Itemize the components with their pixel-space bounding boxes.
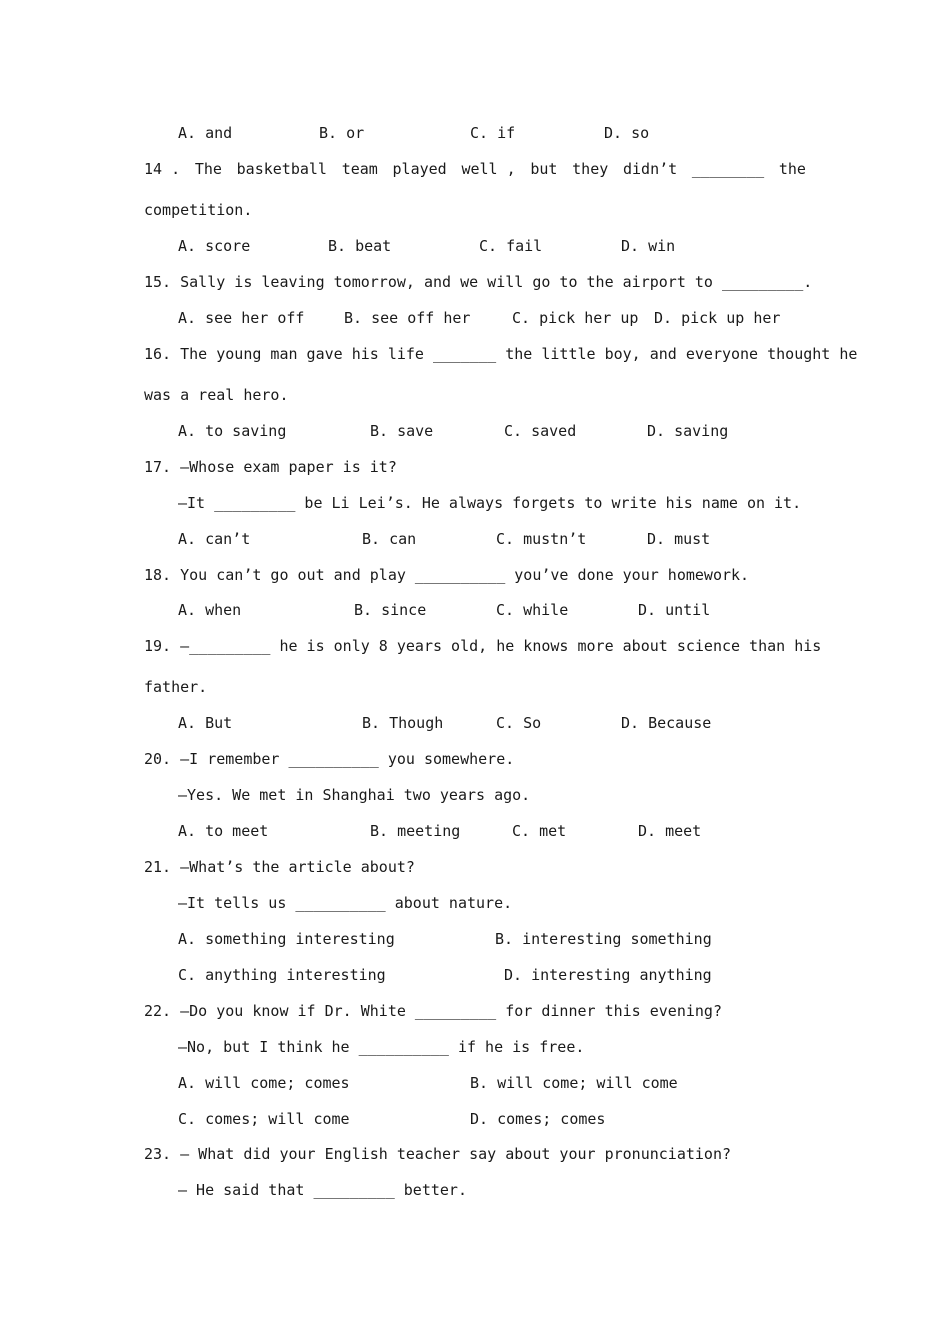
question-15: 15. Sally is leaving tomorrow, and we will go to the airport to _________. [144,273,813,291]
option-a: A. But [178,714,233,732]
option-d: D. until [638,601,711,619]
option-b: B. or [319,124,365,142]
option-c: C. met [512,822,567,840]
question-14 [144,159,806,179]
question-22-dialogue: —No, but I think he __________ if he is free. [178,1038,585,1056]
word: didn’t [623,160,678,178]
option-c: C. saved [504,422,577,440]
question-22: 22. —Do you know if Dr. White _________ for dinner this evening? [144,1002,722,1020]
option-c: C. while [496,601,569,619]
option-c: C. mustn’t [496,530,587,548]
question-21-dialogue: —It tells us __________ about nature. [178,894,513,912]
question-21: 21. —What’s the article about? [144,858,415,876]
question-number: 14 . [144,160,181,178]
option-c: C. if [470,124,516,142]
option-d: D. Because [621,714,712,732]
option-c: C. anything interesting [178,966,386,984]
word: but [530,160,558,178]
option-a: A. see her off [178,309,305,327]
answer-blank: ________ [691,160,765,178]
word: they [572,160,609,178]
question-19-continued: father. [144,678,208,696]
question-14-continued: competition. [144,201,253,219]
option-c: C. So [496,714,542,732]
option-d: D. saving [647,422,729,440]
option-b: B. will come; will come [470,1074,678,1092]
word: played [392,160,447,178]
option-d: D. so [604,124,650,142]
option-b: B. beat [328,237,392,255]
word: the [778,160,806,178]
word: basketball [236,160,327,178]
option-a: A. and [178,124,233,142]
question-17-dialogue: —It _________ be Li Lei’s. He always forgets to write his name on it. [178,494,802,512]
question-17: 17. —Whose exam paper is it? [144,458,397,476]
option-d: D. comes; comes [470,1110,606,1128]
option-b: B. meeting [370,822,461,840]
option-a: A. to saving [178,422,287,440]
option-b: B. save [370,422,434,440]
option-c: C. pick her up [512,309,639,327]
word: team [341,160,378,178]
option-b: B. can [362,530,417,548]
word: The [194,160,222,178]
question-23-dialogue: — He said that _________ better. [178,1181,467,1199]
question-16: 16. The young man gave his life _______ the little boy, and everyone thought he [144,345,858,363]
option-b: B. Though [362,714,444,732]
question-23: 23. — What did your English teacher say about your pronunciation? [144,1145,731,1163]
option-b: B. see off her [344,309,471,327]
option-d: D. meet [638,822,702,840]
question-18: 18. You can’t go out and play __________ you’ve done your homework. [144,566,750,584]
option-a: A. can’t [178,530,251,548]
question-19: 19. —_________ he is only 8 years old, he knows more about science than his [144,637,822,655]
option-b: B. interesting something [495,930,712,948]
option-a: A. to meet [178,822,269,840]
option-c: C. fail [479,237,543,255]
option-a: A. score [178,237,251,255]
option-d: D. must [647,530,711,548]
word: well , [461,160,516,178]
question-16-continued: was a real hero. [144,386,289,404]
option-a: A. something interesting [178,930,395,948]
option-c: C. comes; will come [178,1110,350,1128]
question-20-dialogue: —Yes. We met in Shanghai two years ago. [178,786,531,804]
option-b: B. since [354,601,427,619]
option-a: A. will come; comes [178,1074,350,1092]
question-20: 20. —I remember __________ you somewhere. [144,750,515,768]
option-a: A. when [178,601,242,619]
option-d: D. interesting anything [504,966,712,984]
option-d: D. pick up her [654,309,781,327]
option-d: D. win [621,237,676,255]
